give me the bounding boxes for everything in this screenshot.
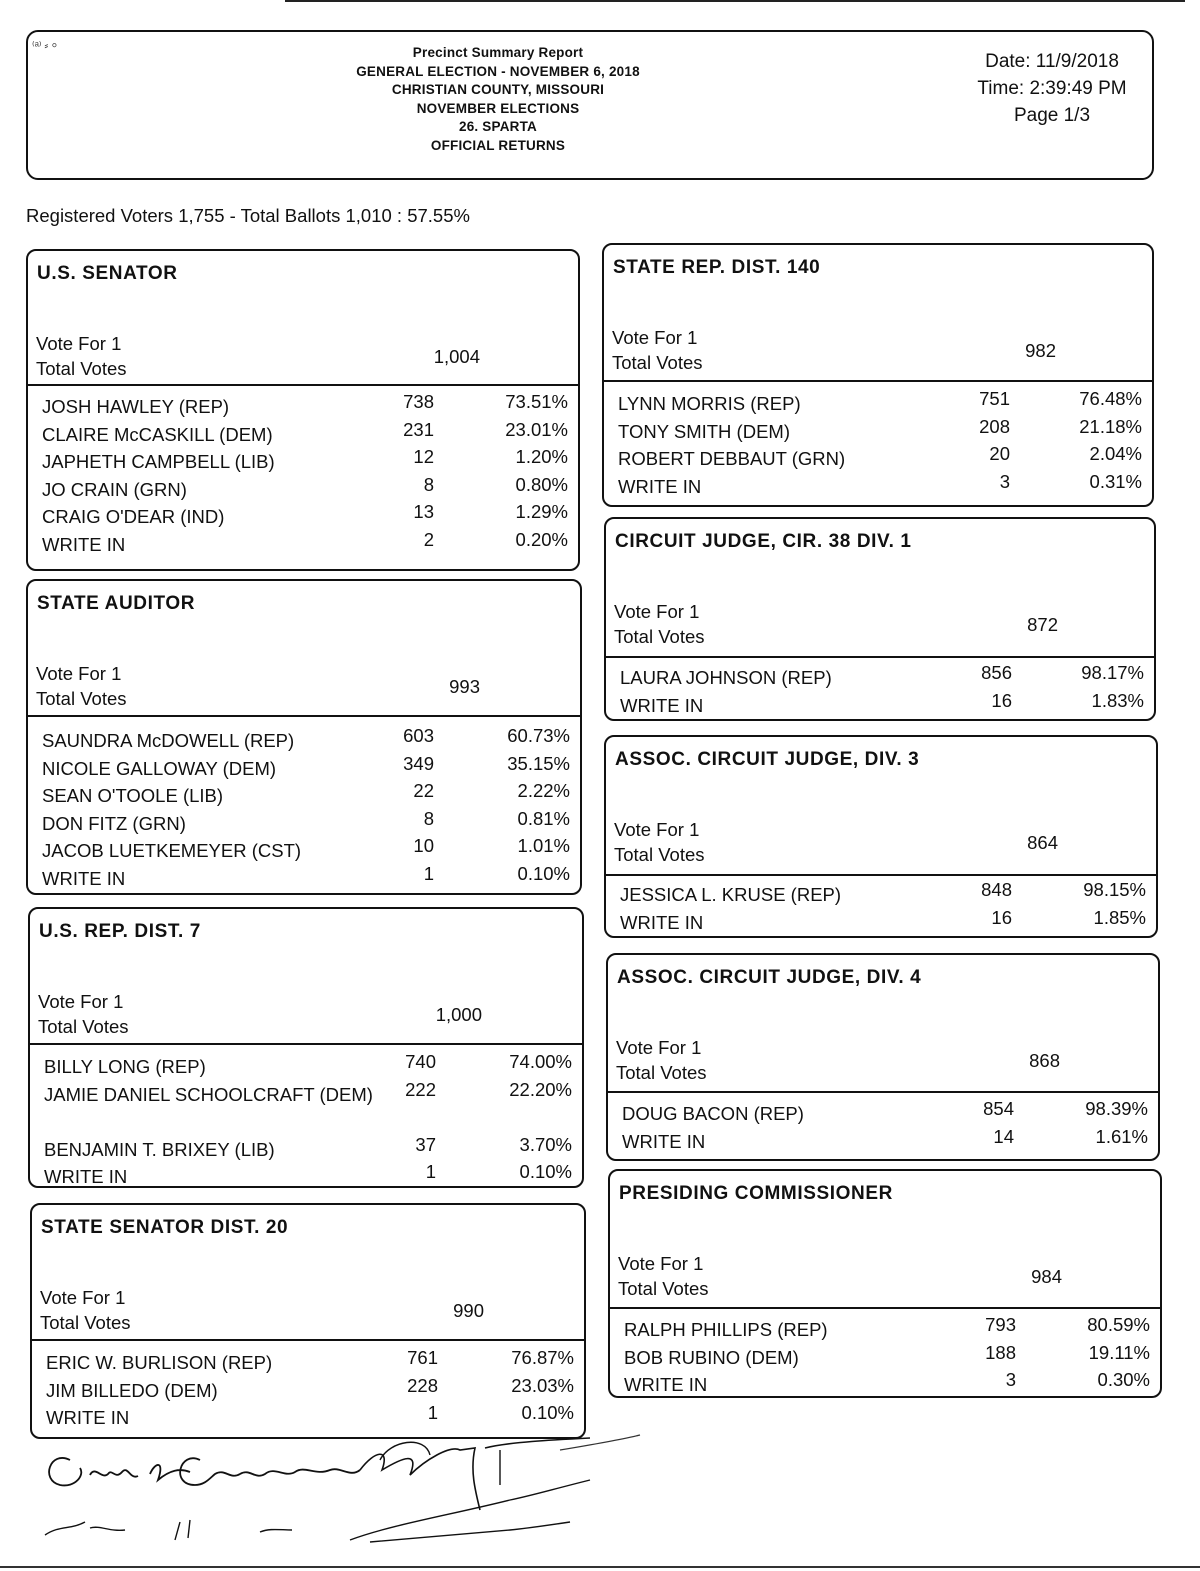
race-box [602, 243, 1154, 507]
race-divider [28, 384, 578, 386]
report-title: Precinct Summary Report [412, 45, 584, 60]
candidate-votes: 37 [415, 1133, 436, 1155]
candidate-percent: 0.10% [521, 1402, 574, 1423]
candidate-row [618, 416, 1142, 444]
candidate-percent: 98.17% [1081, 662, 1144, 683]
total-votes-value: 990 [453, 1300, 484, 1321]
scan-edge-line [285, 0, 1185, 2]
candidate-row [42, 835, 570, 863]
candidate-percent: 3.70% [519, 1133, 572, 1155]
candidate-percent: 0.10% [517, 862, 570, 884]
candidate-name: SEAN O'TOOLE (LIB) [42, 785, 224, 806]
race-divider [30, 1043, 582, 1045]
candidate-name: TONY SMITH (DEM) [618, 420, 790, 442]
candidate-votes: 22 [413, 780, 434, 801]
candidate-row [42, 474, 568, 502]
candidate-percent: 73.51% [505, 391, 568, 412]
candidate-votes: 222 [405, 1078, 436, 1100]
candidate-name: RALPH PHILLIPS (REP) [624, 1319, 828, 1340]
candidate-name: WRITE IN [620, 911, 704, 933]
candidate-percent: 1.83% [1091, 689, 1144, 711]
candidate-votes: 1 [427, 1402, 438, 1423]
total-votes-value: 984 [1031, 1266, 1062, 1287]
candidate-row [46, 1347, 574, 1375]
candidate-percent: 19.11% [1088, 1341, 1150, 1363]
candidate-row [624, 1369, 1150, 1397]
candidate-votes: 848 [981, 879, 1012, 900]
candidate-votes: 16 [991, 906, 1012, 928]
candidate-row [622, 1126, 1148, 1154]
candidate-percent: 1.29% [515, 501, 568, 522]
candidate-percent: 2.04% [1089, 443, 1142, 464]
candidate-name: WRITE IN [42, 867, 126, 889]
race-box [604, 517, 1156, 721]
candidate-name: SAUNDRA McDOWELL (REP) [42, 730, 295, 751]
candidate-votes: 1 [425, 1161, 436, 1182]
race-divider [606, 874, 1156, 876]
total-votes-label: Total Votes [36, 688, 127, 709]
returns-status: OFFICIAL RETURNS [430, 137, 566, 153]
report-title-block [328, 44, 668, 155]
candidate-votes: 3 [999, 470, 1010, 492]
candidate-name: BENJAMIN T. BRIXEY (LIB) [44, 1138, 275, 1160]
race-box [606, 953, 1160, 1161]
candidate-percent: 0.31% [1089, 470, 1142, 492]
candidate-votes: 231 [403, 418, 434, 440]
total-votes-value: 868 [1029, 1050, 1060, 1071]
race-divider [610, 1307, 1160, 1309]
candidate-name: WRITE IN [624, 1374, 708, 1395]
candidate-votes: 20 [989, 443, 1010, 464]
candidate-list [44, 1051, 572, 1188]
race-divider [28, 715, 580, 717]
race-title: U.S. SENATOR [37, 263, 178, 284]
candidate-percent: 1.01% [517, 835, 570, 856]
candidate-row [618, 471, 1142, 499]
election-name: GENERAL ELECTION - NOVEMBER 6, 2018 [356, 63, 640, 79]
candidate-percent: 76.48% [1079, 388, 1142, 409]
candidate-name: WRITE IN [620, 694, 704, 716]
candidate-name: DOUG BACON (REP) [622, 1103, 804, 1124]
total-votes-label: Total Votes [614, 844, 705, 865]
race-title: U.S. REP. DIST. 7 [39, 921, 201, 942]
candidate-row [624, 1314, 1150, 1342]
candidate-name: WRITE IN [618, 475, 702, 497]
candidate-votes: 1 [423, 862, 434, 884]
report-header [26, 30, 1154, 180]
candidate-row [42, 529, 568, 557]
candidate-name: DON FITZ (GRN) [42, 812, 186, 834]
candidate-percent: 0.30% [1097, 1369, 1150, 1390]
total-votes-label: Total Votes [612, 352, 703, 373]
vote-for-label: Vote For 1 [36, 333, 122, 354]
candidate-name: WRITE IN [42, 533, 126, 555]
candidate-percent: 1.20% [515, 446, 568, 467]
race-box [608, 1169, 1162, 1398]
candidate-name: BOB RUBINO (DEM) [624, 1346, 799, 1368]
candidate-row [42, 501, 568, 529]
page-number: Page 1/3 [1013, 105, 1091, 126]
candidate-list [46, 1347, 574, 1430]
precinct-name: 26. SPARTA [458, 119, 538, 134]
candidate-percent: 23.03% [511, 1374, 574, 1396]
candidate-row [42, 863, 570, 891]
report-time: Time: 2:39:49 PM [977, 78, 1127, 99]
candidate-name: JO CRAIN (GRN) [42, 478, 187, 500]
candidate-row [42, 808, 570, 836]
race-box [604, 735, 1158, 938]
candidate-percent: 98.15% [1083, 879, 1146, 900]
candidate-row [42, 391, 568, 419]
candidate-name: WRITE IN [46, 1407, 130, 1428]
candidate-name: NICOLE GALLOWAY (DEM) [42, 757, 277, 779]
vote-for-label: Vote For 1 [40, 1287, 126, 1308]
candidate-row [620, 690, 1144, 718]
candidate-percent: 0.10% [519, 1161, 572, 1182]
race-title: ASSOC. CIRCUIT JUDGE, DIV. 4 [617, 967, 922, 988]
total-votes-label: Total Votes [38, 1016, 129, 1037]
candidate-votes: 349 [403, 752, 434, 774]
candidate-name: JACOB LUETKEMEYER (CST) [42, 840, 302, 861]
candidate-row [42, 446, 568, 474]
total-votes-label: Total Votes [40, 1312, 131, 1333]
candidate-votes: 13 [413, 501, 434, 522]
candidate-row [46, 1375, 574, 1403]
county-name: CHRISTIAN COUNTY, MISSOURI [391, 82, 605, 97]
race-divider [604, 380, 1152, 382]
candidate-row [44, 1051, 572, 1079]
candidate-votes: 16 [991, 689, 1012, 711]
candidate-row [624, 1342, 1150, 1370]
vote-for-label: Vote For 1 [614, 601, 700, 622]
candidate-percent: 60.73% [507, 725, 570, 746]
candidate-votes: 8 [423, 807, 434, 829]
candidate-row [618, 388, 1142, 416]
candidate-name: WRITE IN [622, 1130, 706, 1152]
race-divider [32, 1339, 584, 1341]
race-title: CIRCUIT JUDGE, CIR. 38 DIV. 1 [615, 531, 912, 552]
total-votes-label: Total Votes [616, 1062, 707, 1083]
candidate-votes: 740 [405, 1051, 436, 1072]
candidate-percent: 0.80% [515, 473, 568, 495]
candidate-name: JESSICA L. KRUSE (REP) [620, 884, 842, 905]
report-date: Date: 11/9/2018 [985, 51, 1119, 72]
race-box [26, 579, 582, 895]
candidate-row [46, 1402, 574, 1430]
vote-for-label: Vote For 1 [36, 663, 122, 684]
candidate-list [42, 725, 570, 890]
race-box [28, 907, 584, 1188]
candidate-name: BILLY LONG (REP) [44, 1056, 206, 1077]
candidate-percent: 21.18% [1079, 415, 1142, 437]
candidate-percent: 35.15% [507, 752, 570, 774]
race-title: STATE REP. DIST. 140 [613, 257, 821, 278]
candidate-row [44, 1161, 572, 1188]
candidate-percent: 1.61% [1095, 1125, 1148, 1147]
candidate-votes: 3 [1005, 1369, 1016, 1390]
candidate-votes: 751 [979, 388, 1010, 409]
candidate-name: LAURA JOHNSON (REP) [620, 667, 832, 688]
candidate-row [44, 1134, 572, 1162]
candidate-percent: 76.87% [511, 1347, 574, 1368]
candidate-percent: 2.22% [517, 780, 570, 801]
candidate-votes: 603 [403, 725, 434, 746]
vote-for-label: Vote For 1 [616, 1037, 702, 1058]
candidate-list [42, 391, 568, 556]
candidate-list [620, 879, 1146, 934]
candidate-list [620, 662, 1144, 717]
candidate-list [622, 1098, 1148, 1153]
vote-for-label: Vote For 1 [38, 991, 124, 1012]
total-votes-value: 982 [1025, 340, 1056, 361]
turnout-summary: Registered Voters 1,755 - Total Ballots 1,010 : 57.55% [26, 205, 470, 226]
scan-edge-line [0, 1566, 1200, 1568]
candidate-row [42, 419, 568, 447]
candidate-percent: 74.00% [509, 1051, 572, 1072]
candidate-row [620, 907, 1146, 935]
candidate-percent: 80.59% [1087, 1314, 1150, 1335]
candidate-row [620, 879, 1146, 907]
candidate-list [624, 1314, 1150, 1397]
candidate-row [618, 443, 1142, 471]
total-votes-value: 864 [1027, 832, 1058, 853]
candidate-name: JAMIE DANIEL SCHOOLCRAFT (DEM) [44, 1083, 373, 1105]
candidate-votes: 738 [403, 391, 434, 412]
candidate-percent: 22.20% [509, 1078, 572, 1100]
candidate-votes: 854 [983, 1098, 1014, 1119]
race-title: ASSOC. CIRCUIT JUDGE, DIV. 3 [615, 749, 920, 770]
candidate-percent: 0.20% [515, 528, 568, 550]
race-box [30, 1203, 586, 1439]
candidate-name: CLAIRE McCASKILL (DEM) [42, 423, 273, 445]
candidate-name: WRITE IN [44, 1166, 128, 1187]
candidate-row [620, 662, 1144, 690]
total-votes-label: Total Votes [36, 358, 127, 379]
vote-for-label: Vote For 1 [612, 327, 698, 348]
candidate-votes: 14 [993, 1125, 1014, 1147]
candidate-votes: 188 [985, 1341, 1016, 1363]
race-title: STATE AUDITOR [37, 593, 196, 614]
candidate-votes: 793 [985, 1314, 1016, 1335]
candidate-name: LYNN MORRIS (REP) [618, 393, 801, 414]
candidate-votes: 8 [423, 473, 434, 495]
candidate-name: JIM BILLEDO (DEM) [46, 1379, 218, 1401]
candidate-percent: 98.39% [1085, 1098, 1148, 1119]
candidate-name: ERIC W. BURLISON (REP) [46, 1352, 273, 1373]
candidate-votes: 228 [407, 1374, 438, 1396]
race-box [26, 249, 580, 571]
total-votes-value: 1,004 [433, 346, 480, 367]
race-divider [606, 656, 1154, 658]
candidate-row [44, 1079, 572, 1134]
candidate-votes: 856 [981, 662, 1012, 683]
candidate-votes: 10 [413, 835, 434, 856]
candidate-row [42, 725, 570, 753]
candidate-row [42, 753, 570, 781]
candidate-name: ROBERT DEBBAUT (GRN) [618, 448, 846, 469]
candidate-row [622, 1098, 1148, 1126]
candidate-row [42, 780, 570, 808]
candidate-name: JAPHETH CAMPBELL (LIB) [42, 451, 275, 472]
report-meta [962, 48, 1142, 129]
vote-for-label: Vote For 1 [618, 1253, 704, 1274]
candidate-votes: 761 [407, 1347, 438, 1368]
candidate-percent: 23.01% [505, 418, 568, 440]
race-title: STATE SENATOR DIST. 20 [41, 1217, 289, 1238]
total-votes-label: Total Votes [618, 1278, 709, 1299]
candidate-name: CRAIG O'DEAR (IND) [42, 506, 225, 527]
race-divider [608, 1091, 1158, 1093]
candidate-name: JOSH HAWLEY (REP) [42, 396, 230, 417]
signature [30, 1430, 650, 1560]
candidate-votes: 208 [979, 415, 1010, 437]
candidate-percent: 1.85% [1093, 906, 1146, 928]
candidate-list [618, 388, 1142, 498]
race-title: PRESIDING COMMISSIONER [619, 1183, 893, 1204]
vote-for-label: Vote For 1 [614, 819, 700, 840]
scan-mark: ⁽ᵃ⁾ ⸗ ⸰ [32, 40, 58, 52]
total-votes-label: Total Votes [614, 626, 705, 647]
election-group: NOVEMBER ELECTIONS [416, 100, 580, 116]
total-votes-value: 1,000 [435, 1004, 482, 1025]
total-votes-value: 872 [1027, 614, 1058, 635]
total-votes-value: 993 [449, 676, 480, 697]
candidate-percent: 0.81% [517, 807, 570, 829]
candidate-votes: 2 [423, 528, 434, 550]
candidate-votes: 12 [413, 446, 434, 467]
